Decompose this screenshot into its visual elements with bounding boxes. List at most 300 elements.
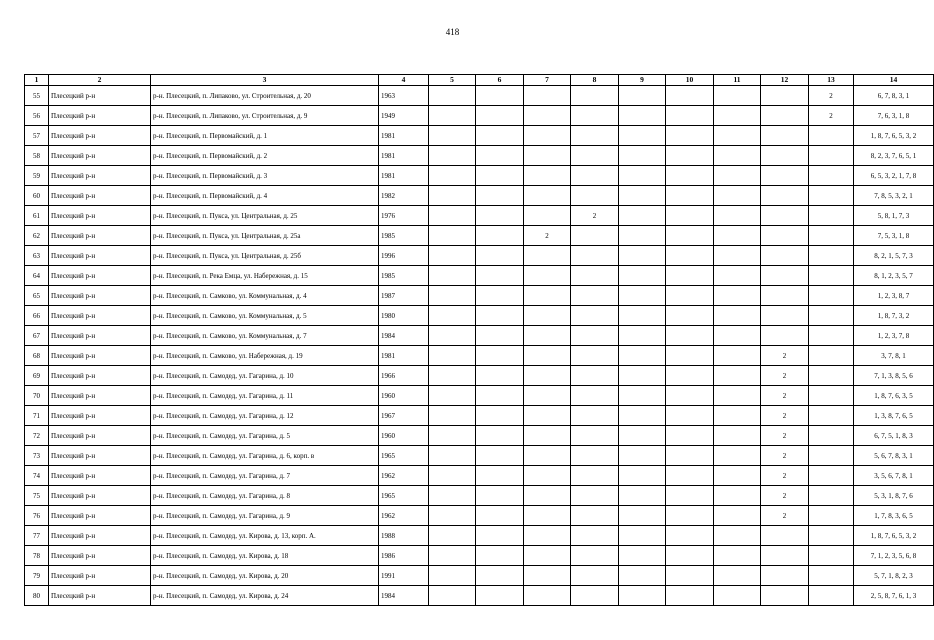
col13-cell — [809, 386, 854, 406]
col14-cell: 5, 6, 7, 8, 3, 1 — [854, 446, 934, 466]
row-number: 56 — [25, 106, 49, 126]
col14-cell: 1, 8, 7, 3, 2 — [854, 306, 934, 326]
col5-cell — [429, 406, 476, 426]
row-number: 63 — [25, 246, 49, 266]
row-number: 78 — [25, 546, 49, 566]
col14-cell: 5, 3, 1, 8, 7, 6 — [854, 486, 934, 506]
col11-cell — [714, 346, 761, 366]
col14-cell: 5, 7, 1, 8, 2, 3 — [854, 566, 934, 586]
col11-cell — [714, 206, 761, 226]
year-cell: 1963 — [379, 86, 429, 106]
year-cell: 1960 — [379, 426, 429, 446]
table-row — [25, 266, 934, 286]
col14-cell: 8, 1, 2, 3, 5, 7 — [854, 266, 934, 286]
col10-cell — [666, 546, 714, 566]
col13-cell — [809, 326, 854, 346]
row-number: 70 — [25, 386, 49, 406]
col13-cell — [809, 266, 854, 286]
col9-cell — [619, 186, 666, 206]
col13-cell: 2 — [809, 106, 854, 126]
col10-cell — [666, 406, 714, 426]
col8-cell — [571, 466, 619, 486]
col13-cell — [809, 206, 854, 226]
col11-cell — [714, 106, 761, 126]
year-cell: 1980 — [379, 306, 429, 326]
col11-cell — [714, 426, 761, 446]
row-number: 59 — [25, 166, 49, 186]
col6-cell — [476, 426, 524, 446]
district-cell: Плесецкий р-н — [49, 546, 151, 566]
col6-cell — [476, 446, 524, 466]
col8-cell — [571, 426, 619, 446]
table-row — [25, 146, 934, 166]
district-cell: Плесецкий р-н — [49, 246, 151, 266]
col12-cell — [761, 206, 809, 226]
col13-cell — [809, 246, 854, 266]
col14-cell: 1, 2, 3, 7, 8 — [854, 326, 934, 346]
table-body — [25, 86, 934, 606]
col10-cell — [666, 366, 714, 386]
col14-cell: 7, 1, 3, 8, 5, 6 — [854, 366, 934, 386]
year-cell: 1976 — [379, 206, 429, 226]
table-row — [25, 306, 934, 326]
col6-cell — [476, 586, 524, 606]
col5-cell — [429, 166, 476, 186]
row-number: 75 — [25, 486, 49, 506]
row-number: 76 — [25, 506, 49, 526]
col6-cell — [476, 526, 524, 546]
address-cell: р-н. Плесецкий, п. Самодед, ул. Кирова, д. 13, корп. А. — [151, 526, 379, 546]
col9-cell — [619, 306, 666, 326]
table-row — [25, 546, 934, 566]
col6-cell — [476, 286, 524, 306]
address-cell: р-н. Плесецкий, п. Самково, ул. Набережная, д. 19 — [151, 346, 379, 366]
col13-cell — [809, 446, 854, 466]
district-cell: Плесецкий р-н — [49, 266, 151, 286]
address-cell: р-н. Плесецкий, п. Самково, ул. Коммунальная, д. 7 — [151, 326, 379, 346]
address-cell: р-н. Плесецкий, п. Самково, ул. Коммунальная, д. 4 — [151, 286, 379, 306]
district-cell: Плесецкий р-н — [49, 146, 151, 166]
row-number: 55 — [25, 86, 49, 106]
year-cell: 1962 — [379, 466, 429, 486]
col6-cell — [476, 386, 524, 406]
col11-cell — [714, 506, 761, 526]
col8-cell — [571, 446, 619, 466]
column-header-7: 7 — [524, 75, 571, 86]
col5-cell — [429, 526, 476, 546]
col8-cell — [571, 386, 619, 406]
col11-cell — [714, 286, 761, 306]
page-number: 418 — [445, 27, 460, 37]
col9-cell — [619, 366, 666, 386]
year-cell: 1981 — [379, 346, 429, 366]
col5-cell — [429, 206, 476, 226]
col8-cell: 2 — [571, 206, 619, 226]
col9-cell — [619, 206, 666, 226]
table-row — [25, 506, 934, 526]
district-cell: Плесецкий р-н — [49, 226, 151, 246]
table-row — [25, 426, 934, 446]
table-row — [25, 406, 934, 426]
col5-cell — [429, 126, 476, 146]
col9-cell — [619, 86, 666, 106]
col7-cell — [524, 346, 571, 366]
col9-cell — [619, 106, 666, 126]
col7-cell — [524, 326, 571, 346]
col9-cell — [619, 426, 666, 446]
col5-cell — [429, 426, 476, 446]
col12-cell — [761, 166, 809, 186]
col10-cell — [666, 346, 714, 366]
col7-cell — [524, 426, 571, 446]
year-cell: 1966 — [379, 366, 429, 386]
col7-cell: 2 — [524, 226, 571, 246]
address-cell: р-н. Плесецкий, п. Самодед, ул. Гагарина, д. 12 — [151, 406, 379, 426]
col14-cell: 7, 1, 2, 3, 5, 6, 8 — [854, 546, 934, 566]
col9-cell — [619, 146, 666, 166]
row-number: 57 — [25, 126, 49, 146]
column-header-11: 11 — [714, 75, 761, 86]
col13-cell — [809, 126, 854, 146]
col9-cell — [619, 586, 666, 606]
col10-cell — [666, 146, 714, 166]
header-row — [25, 75, 934, 86]
col8-cell — [571, 306, 619, 326]
table-row — [25, 86, 934, 106]
district-cell: Плесецкий р-н — [49, 386, 151, 406]
col6-cell — [476, 206, 524, 226]
col10-cell — [666, 266, 714, 286]
col13-cell — [809, 166, 854, 186]
col8-cell — [571, 366, 619, 386]
col7-cell — [524, 366, 571, 386]
address-cell: р-н. Плесецкий, п. Пукса, ул. Центральная, д. 25б — [151, 246, 379, 266]
col5-cell — [429, 586, 476, 606]
col5-cell — [429, 306, 476, 326]
col14-cell: 6, 7, 5, 1, 8, 3 — [854, 426, 934, 446]
col14-cell: 7, 8, 5, 3, 2, 1 — [854, 186, 934, 206]
table-row — [25, 526, 934, 546]
year-cell: 1986 — [379, 546, 429, 566]
col6-cell — [476, 246, 524, 266]
col5-cell — [429, 486, 476, 506]
year-cell: 1981 — [379, 146, 429, 166]
col11-cell — [714, 486, 761, 506]
table-row — [25, 566, 934, 586]
district-cell: Плесецкий р-н — [49, 506, 151, 526]
col12-cell: 2 — [761, 366, 809, 386]
col10-cell — [666, 486, 714, 506]
col10-cell — [666, 206, 714, 226]
col8-cell — [571, 266, 619, 286]
col8-cell — [571, 586, 619, 606]
col13-cell — [809, 346, 854, 366]
col12-cell — [761, 306, 809, 326]
col10-cell — [666, 586, 714, 606]
district-cell: Плесецкий р-н — [49, 186, 151, 206]
year-cell: 1967 — [379, 406, 429, 426]
year-cell: 1981 — [379, 166, 429, 186]
district-cell: Плесецкий р-н — [49, 526, 151, 546]
col14-cell: 2, 5, 8, 7, 6, 1, 3 — [854, 586, 934, 606]
col12-cell — [761, 126, 809, 146]
col8-cell — [571, 526, 619, 546]
col13-cell — [809, 226, 854, 246]
row-number: 79 — [25, 566, 49, 586]
row-number: 62 — [25, 226, 49, 246]
col6-cell — [476, 326, 524, 346]
row-number: 72 — [25, 426, 49, 446]
col12-cell — [761, 526, 809, 546]
col10-cell — [666, 526, 714, 546]
col9-cell — [619, 466, 666, 486]
col8-cell — [571, 246, 619, 266]
col12-cell — [761, 566, 809, 586]
col7-cell — [524, 146, 571, 166]
col12-cell — [761, 86, 809, 106]
column-header-8: 8 — [571, 75, 619, 86]
address-cell: р-н. Плесецкий, п. Самодед, ул. Кирова, д. 24 — [151, 586, 379, 606]
col13-cell — [809, 506, 854, 526]
col7-cell — [524, 466, 571, 486]
col5-cell — [429, 506, 476, 526]
col9-cell — [619, 346, 666, 366]
col7-cell — [524, 506, 571, 526]
col12-cell: 2 — [761, 466, 809, 486]
year-cell: 1985 — [379, 226, 429, 246]
col5-cell — [429, 106, 476, 126]
col10-cell — [666, 446, 714, 466]
column-header-9: 9 — [619, 75, 666, 86]
col6-cell — [476, 146, 524, 166]
col5-cell — [429, 446, 476, 466]
col5-cell — [429, 226, 476, 246]
col8-cell — [571, 546, 619, 566]
address-cell: р-н. Плесецкий, п. Самодед, ул. Гагарина, д. 6, корп. в — [151, 446, 379, 466]
table-row — [25, 466, 934, 486]
year-cell: 1988 — [379, 526, 429, 546]
col10-cell — [666, 466, 714, 486]
col6-cell — [476, 186, 524, 206]
table-row — [25, 486, 934, 506]
col13-cell — [809, 306, 854, 326]
col7-cell — [524, 526, 571, 546]
col9-cell — [619, 506, 666, 526]
table-row — [25, 346, 934, 366]
col6-cell — [476, 466, 524, 486]
col7-cell — [524, 486, 571, 506]
col14-cell: 7, 5, 3, 1, 8 — [854, 226, 934, 246]
col11-cell — [714, 266, 761, 286]
address-cell: р-н. Плесецкий, п. Река Емца, ул. Набережная, д. 15 — [151, 266, 379, 286]
year-cell: 1984 — [379, 586, 429, 606]
col11-cell — [714, 446, 761, 466]
col6-cell — [476, 266, 524, 286]
col6-cell — [476, 486, 524, 506]
table-row — [25, 286, 934, 306]
col11-cell — [714, 406, 761, 426]
col14-cell: 6, 7, 8, 3, 1 — [854, 86, 934, 106]
col14-cell: 1, 8, 7, 6, 5, 3, 2 — [854, 526, 934, 546]
col10-cell — [666, 326, 714, 346]
col10-cell — [666, 426, 714, 446]
col10-cell — [666, 286, 714, 306]
row-number: 80 — [25, 586, 49, 606]
col11-cell — [714, 386, 761, 406]
col6-cell — [476, 166, 524, 186]
col12-cell — [761, 226, 809, 246]
col14-cell: 1, 8, 7, 6, 5, 3, 2 — [854, 126, 934, 146]
row-number: 64 — [25, 266, 49, 286]
address-cell: р-н. Плесецкий, п. Самодед, ул. Гагарина, д. 9 — [151, 506, 379, 526]
col8-cell — [571, 186, 619, 206]
col12-cell — [761, 546, 809, 566]
col5-cell — [429, 326, 476, 346]
column-header-14: 14 — [854, 75, 934, 86]
col13-cell — [809, 406, 854, 426]
col7-cell — [524, 186, 571, 206]
row-number: 60 — [25, 186, 49, 206]
col14-cell: 1, 3, 8, 7, 6, 5 — [854, 406, 934, 426]
col6-cell — [476, 506, 524, 526]
district-cell: Плесецкий р-н — [49, 346, 151, 366]
col10-cell — [666, 226, 714, 246]
col11-cell — [714, 186, 761, 206]
col11-cell — [714, 126, 761, 146]
district-cell: Плесецкий р-н — [49, 106, 151, 126]
col11-cell — [714, 366, 761, 386]
col5-cell — [429, 86, 476, 106]
col13-cell — [809, 186, 854, 206]
col12-cell: 2 — [761, 386, 809, 406]
col8-cell — [571, 226, 619, 246]
col9-cell — [619, 326, 666, 346]
col14-cell: 3, 7, 8, 1 — [854, 346, 934, 366]
district-cell: Плесецкий р-н — [49, 466, 151, 486]
col14-cell: 1, 7, 8, 3, 6, 5 — [854, 506, 934, 526]
col9-cell — [619, 566, 666, 586]
table-row — [25, 166, 934, 186]
col9-cell — [619, 546, 666, 566]
col14-cell: 6, 5, 3, 2, 1, 7, 8 — [854, 166, 934, 186]
row-number: 73 — [25, 446, 49, 466]
col12-cell — [761, 326, 809, 346]
table-row — [25, 326, 934, 346]
col12-cell: 2 — [761, 486, 809, 506]
col10-cell — [666, 246, 714, 266]
col7-cell — [524, 126, 571, 146]
col12-cell: 2 — [761, 446, 809, 466]
col13-cell — [809, 526, 854, 546]
col10-cell — [666, 126, 714, 146]
col14-cell: 1, 2, 3, 8, 7 — [854, 286, 934, 306]
col6-cell — [476, 226, 524, 246]
col7-cell — [524, 386, 571, 406]
col10-cell — [666, 86, 714, 106]
col6-cell — [476, 126, 524, 146]
col7-cell — [524, 286, 571, 306]
col10-cell — [666, 166, 714, 186]
col10-cell — [666, 186, 714, 206]
col9-cell — [619, 446, 666, 466]
row-number: 67 — [25, 326, 49, 346]
column-header-2: 2 — [49, 75, 151, 86]
col7-cell — [524, 106, 571, 126]
address-cell: р-н. Плесецкий, п. Самодед, ул. Кирова, д. 20 — [151, 566, 379, 586]
col8-cell — [571, 146, 619, 166]
table-row — [25, 106, 934, 126]
col7-cell — [524, 86, 571, 106]
col12-cell — [761, 186, 809, 206]
district-cell: Плесецкий р-н — [49, 206, 151, 226]
col5-cell — [429, 286, 476, 306]
col5-cell — [429, 346, 476, 366]
col6-cell — [476, 406, 524, 426]
year-cell: 1981 — [379, 126, 429, 146]
row-number: 65 — [25, 286, 49, 306]
table-row — [25, 186, 934, 206]
table-row — [25, 226, 934, 246]
col5-cell — [429, 246, 476, 266]
district-cell: Плесецкий р-н — [49, 126, 151, 146]
col13-cell — [809, 546, 854, 566]
row-number: 68 — [25, 346, 49, 366]
col8-cell — [571, 286, 619, 306]
col9-cell — [619, 266, 666, 286]
district-cell: Плесецкий р-н — [49, 166, 151, 186]
col14-cell: 5, 8, 1, 7, 3 — [854, 206, 934, 226]
year-cell: 1962 — [379, 506, 429, 526]
col11-cell — [714, 526, 761, 546]
district-cell: Плесецкий р-н — [49, 406, 151, 426]
district-cell: Плесецкий р-н — [49, 366, 151, 386]
col8-cell — [571, 566, 619, 586]
col13-cell — [809, 146, 854, 166]
address-cell: р-н. Плесецкий, п. Первомайский, д. 4 — [151, 186, 379, 206]
col11-cell — [714, 246, 761, 266]
col13-cell — [809, 586, 854, 606]
column-header-1: 1 — [25, 75, 49, 86]
col8-cell — [571, 346, 619, 366]
col8-cell — [571, 106, 619, 126]
district-cell: Плесецкий р-н — [49, 306, 151, 326]
col13-cell — [809, 366, 854, 386]
col11-cell — [714, 466, 761, 486]
address-cell: р-н. Плесецкий, п. Самодед, ул. Кирова, д. 18 — [151, 546, 379, 566]
col13-cell — [809, 466, 854, 486]
col12-cell — [761, 586, 809, 606]
col8-cell — [571, 506, 619, 526]
year-cell: 1982 — [379, 186, 429, 206]
column-header-13: 13 — [809, 75, 854, 86]
column-header-12: 12 — [761, 75, 809, 86]
year-cell: 1949 — [379, 106, 429, 126]
year-cell: 1965 — [379, 486, 429, 506]
col9-cell — [619, 526, 666, 546]
year-cell: 1987 — [379, 286, 429, 306]
column-header-5: 5 — [429, 75, 476, 86]
col5-cell — [429, 366, 476, 386]
col7-cell — [524, 266, 571, 286]
col9-cell — [619, 486, 666, 506]
year-cell: 1985 — [379, 266, 429, 286]
address-cell: р-н. Плесецкий, п. Первомайский, д. 1 — [151, 126, 379, 146]
district-cell: Плесецкий р-н — [49, 326, 151, 346]
col12-cell: 2 — [761, 506, 809, 526]
table-row — [25, 366, 934, 386]
address-cell: р-н. Плесецкий, п. Пукса, ул. Центральная, д. 25а — [151, 226, 379, 246]
row-number: 71 — [25, 406, 49, 426]
